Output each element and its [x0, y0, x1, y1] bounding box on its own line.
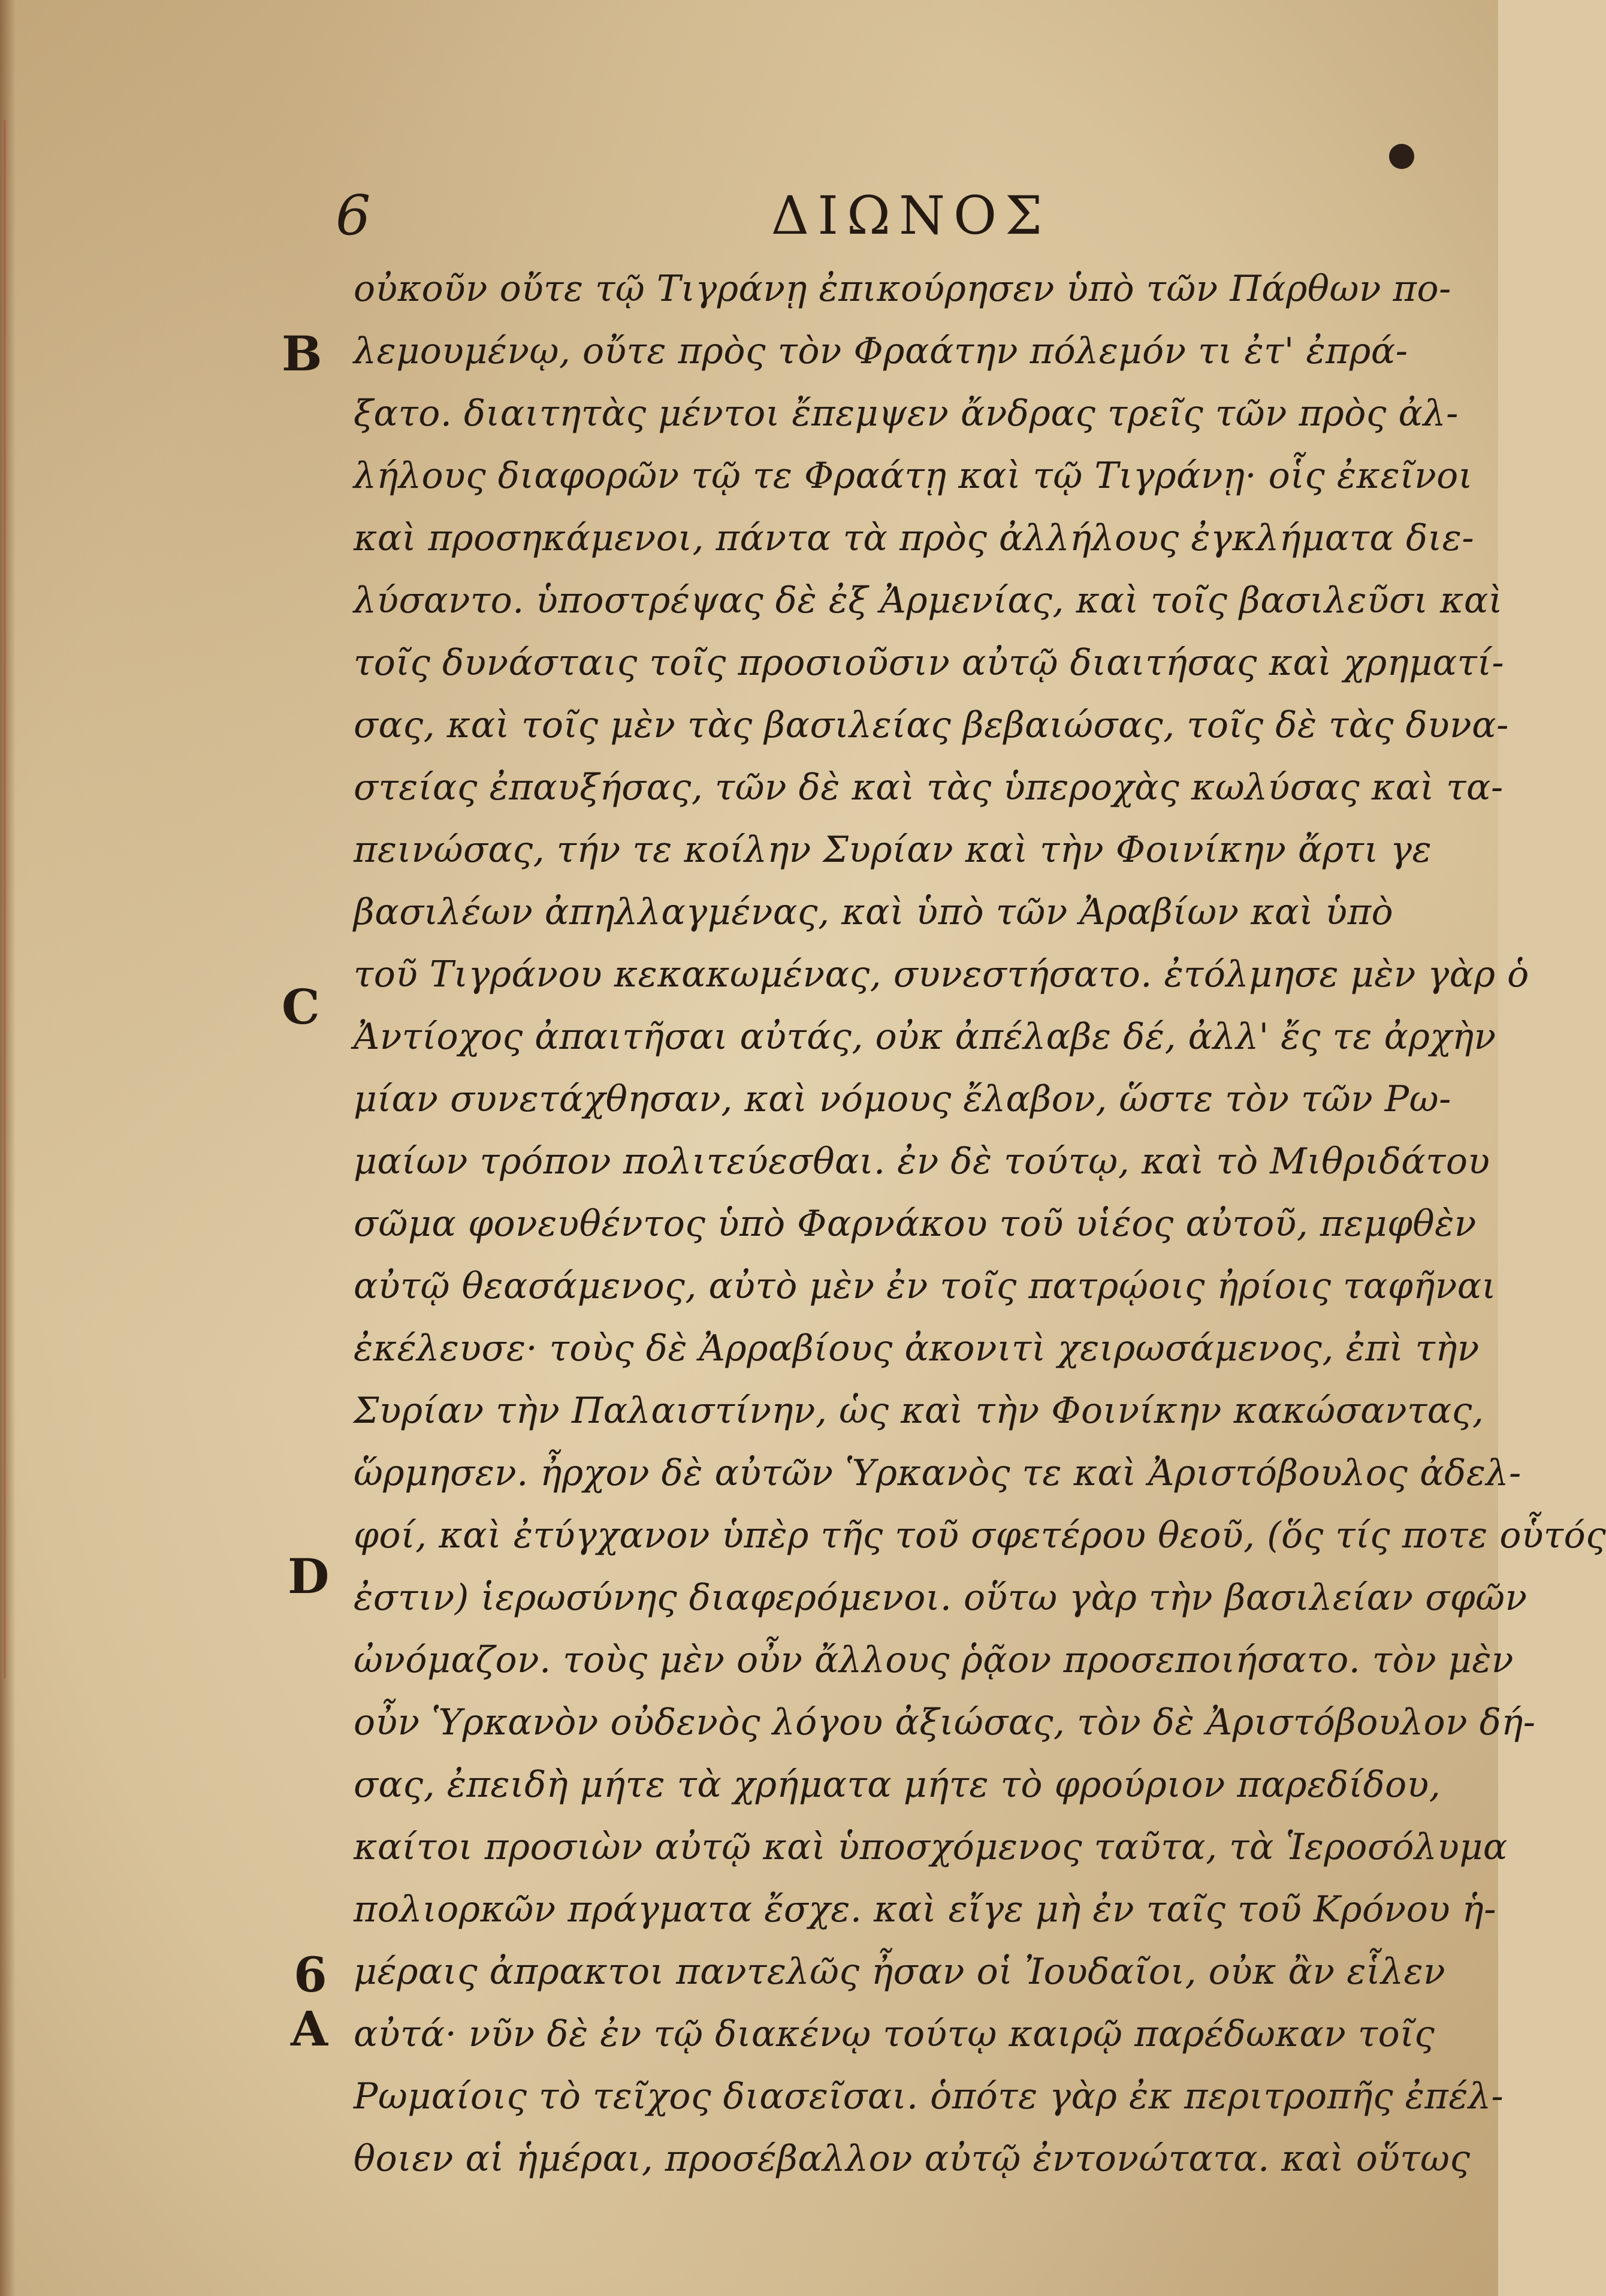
- greek-text-block: [354, 258, 1606, 2190]
- text-line: ἐστιν) ἱερωσύνης διαφερόμενοι. οὕτω γὰρ τὴν βασιλείαν σφῶν: [354, 1577, 1527, 1619]
- text-line: σας, καὶ τοῖς μὲν τὰς βασιλείας βεβαιώσας, τοῖς δὲ τὰς δυνα-: [354, 704, 1509, 746]
- text-line: λύσαντο. ὑποστρέψας δὲ ἐξ Ἀρμενίας, καὶ τοῖς βασιλεῦσι καὶ: [354, 580, 1503, 621]
- text-line: πολιορκῶν πράγματα ἔσχε. καὶ εἴγε μὴ ἐν ταῖς τοῦ Κρόνου ἡ-: [354, 1888, 1496, 1930]
- text-line: Ἀντίοχος ἀπαιτῆσαι αὐτάς, οὐκ ἀπέλαβε δέ, ἀλλ' ἔς τε ἀρχὴν: [354, 1016, 1496, 1058]
- text-line: αὐτά· νῦν δὲ ἐν τῷ διακένῳ τούτῳ καιρῷ παρέδωκαν τοῖς: [354, 2013, 1435, 2055]
- text-line: ὠνόμαζον. τοὺς μὲν οὖν ἄλλους ῥᾷον προσεποιήσατο. τὸν μὲν: [354, 1639, 1514, 1681]
- text-line: αὐτῷ θεασάμενος, αὐτὸ μὲν ἐν τοῖς πατρῴοις ἠρίοις ταφῆναι: [354, 1265, 1496, 1307]
- text-line: ὥρμησεν. ἦρχον δὲ αὐτῶν Ὑρκανὸς τε καὶ Ἀριστόβουλος ἀδελ-: [354, 1452, 1522, 1494]
- page-header: [336, 180, 1354, 252]
- text-line: ξατο. διαιτητὰς μέντοι ἔπεμψεν ἄνδρας τρεῖς τῶν πρὸς ἀλ-: [354, 393, 1459, 435]
- text-line: οὖν Ὑρκανὸν οὐδενὸς λόγου ἀξιώσας, τὸν δὲ Ἀριστόβουλον δή-: [354, 1701, 1536, 1743]
- text-line: Συρίαν τὴν Παλαιστίνην, ὡς καὶ τὴν Φοινίκην κακώσαντας,: [354, 1390, 1484, 1432]
- edge-red-stain: [4, 120, 6, 1678]
- text-line: οὐκοῦν οὔτε τῷ Τιγράνῃ ἐπικούρησεν ὑπὸ τῶν Πάρθων πο-: [354, 268, 1451, 310]
- text-line: λήλους διαφορῶν τῷ τε Φραάτῃ καὶ τῷ Τιγράνῃ· οἷς ἐκεῖνοι: [354, 455, 1473, 497]
- text-line: καὶ προσηκάμενοι, πάντα τὰ πρὸς ἀλλήλους ἐγκλήματα διε-: [354, 517, 1475, 559]
- page-edge-shadow: [0, 0, 16, 2296]
- text-line: καίτοι προσιὼν αὐτῷ καὶ ὑποσχόμενος ταῦτα, τὰ Ἱεροσόλυμα: [354, 1826, 1508, 1868]
- margin-marker-a: A: [291, 2001, 328, 2057]
- text-line: Ρωμαίοις τὸ τεῖχος διασεῖσαι. ὁπότε γὰρ ἐκ περιτροπῆς ἐπέλ-: [354, 2075, 1504, 2117]
- text-line: στείας ἐπαυξήσας, τῶν δὲ καὶ τὰς ὑπεροχὰς κωλύσας καὶ τα-: [354, 767, 1504, 808]
- text-line: τοῦ Τιγράνου κεκακωμένας, συνεστήσατο. ἐτόλμησε μὲν γὰρ ὁ: [354, 954, 1529, 995]
- text-line: ἐκέλευσε· τοὺς δὲ Ἀρραβίους ἀκονιτὶ χειρωσάμενος, ἐπὶ τὴν: [354, 1327, 1480, 1369]
- running-title: ΔΙΩΝΟΣ: [771, 185, 1051, 246]
- text-line: μίαν συνετάχθησαν, καὶ νόμους ἔλαβον, ὥστε τὸν τῶν Ρω-: [354, 1078, 1451, 1120]
- text-line: μέραις ἀπρακτοι παντελῶς ἦσαν οἱ Ἰουδαῖοι, οὐκ ἂν εἷλεν: [354, 1951, 1446, 1993]
- text-line: σῶμα φονευθέντος ὑπὸ Φαρνάκου τοῦ υἱέος αὐτοῦ, πεμφθὲν: [354, 1203, 1477, 1245]
- ink-blot: [1389, 144, 1414, 169]
- text-line: σας, ἐπειδὴ μήτε τὰ χρήματα μήτε τὸ φρούριον παρεδίδου,: [354, 1764, 1441, 1806]
- text-line: βασιλέων ἀπηλλαγμένας, καὶ ὑπὸ τῶν Ἀραβίων καὶ ὑπὸ: [354, 891, 1394, 933]
- text-line: τοῖς δυνάσταις τοῖς προσιοῦσιν αὐτῷ διαιτήσας καὶ χρηματί-: [354, 642, 1505, 684]
- margin-marker-c: C: [282, 979, 320, 1035]
- margin-marker-b: B: [282, 325, 322, 382]
- margin-marker-six: 6: [294, 1947, 327, 2003]
- text-line: θοιεν αἱ ἡμέραι, προσέβαλλον αὐτῷ ἐντονώτατα. καὶ οὕτως: [354, 2138, 1471, 2180]
- text-line: πεινώσας, τήν τε κοίλην Συρίαν καὶ τὴν Φοινίκην ἄρτι γε: [354, 829, 1432, 871]
- text-line: λεμουμένῳ, οὔτε πρὸς τὸν Φραάτην πόλεμόν τι ἐτ' ἐπρά-: [354, 330, 1408, 372]
- text-line: μαίων τρόπον πολιτεύεσθαι. ἐν δὲ τούτῳ, καὶ τὸ Μιθριδάτου: [354, 1141, 1490, 1182]
- text-line: φοί, καὶ ἐτύγχανον ὑπὲρ τῆς τοῦ σφετέρου θεοῦ, (ὅς τίς ποτε οὗτός: [354, 1514, 1606, 1556]
- folio-number: 6: [336, 183, 371, 248]
- margin-marker-d: D: [288, 1548, 330, 1604]
